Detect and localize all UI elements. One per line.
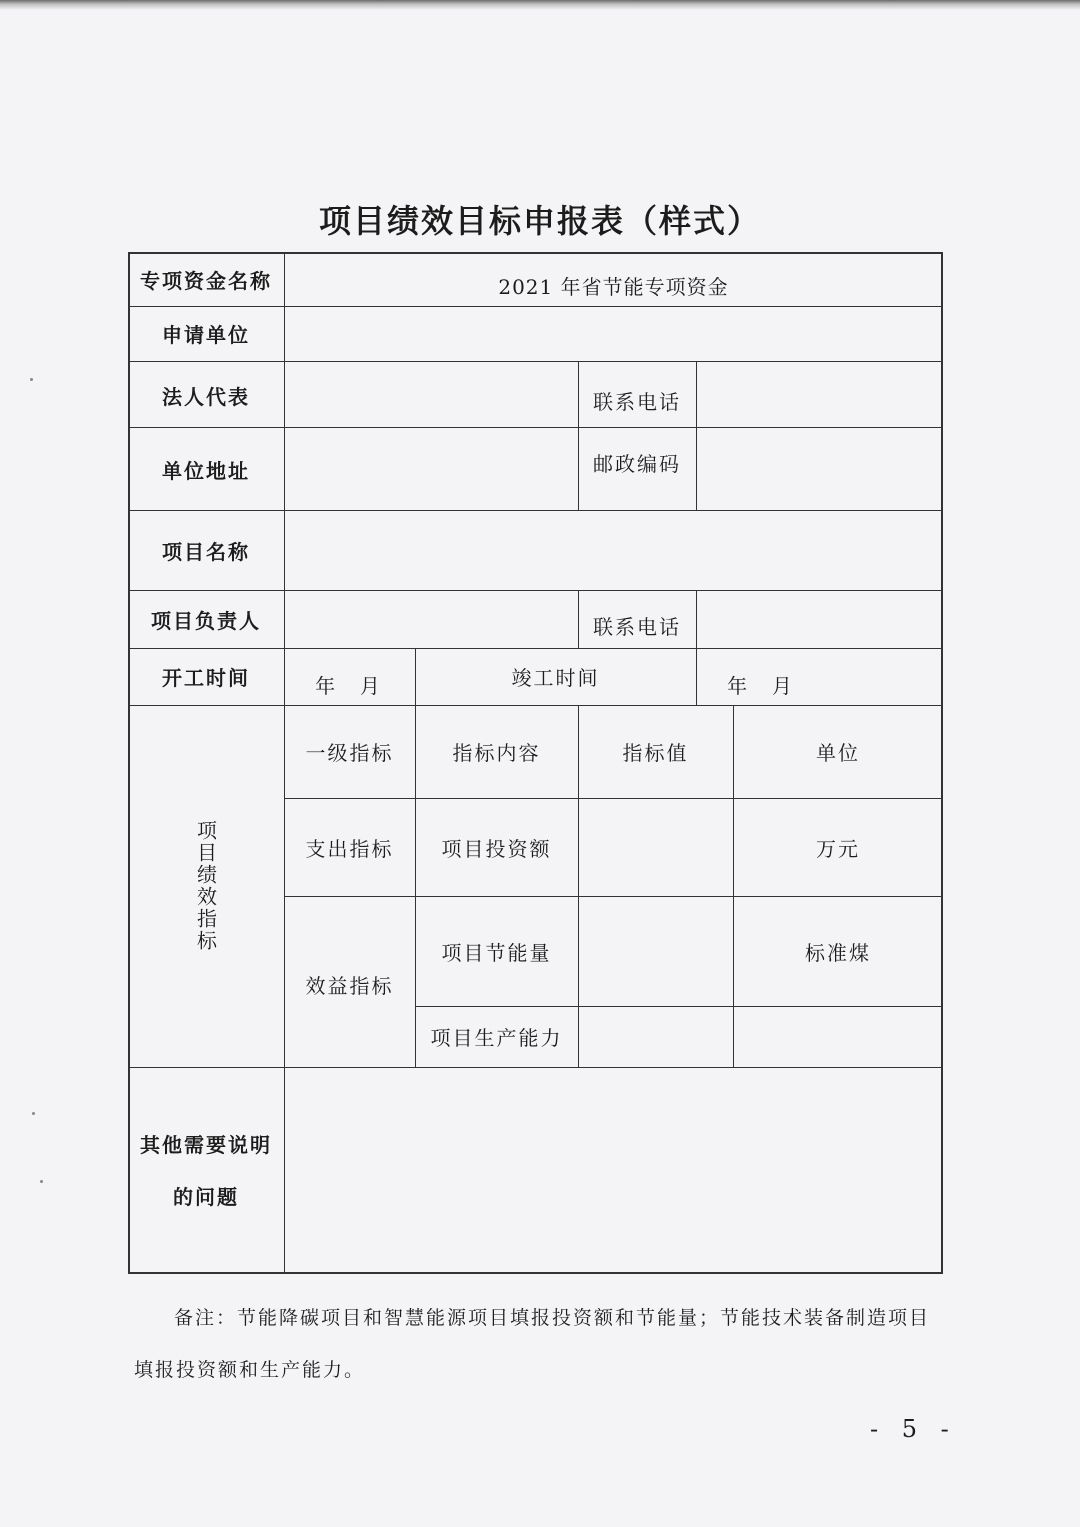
other-field[interactable] [284, 1067, 943, 1274]
project-lead-label: 项目负责人 [151, 608, 261, 633]
legal-rep-phone-label: 联系电话 [593, 390, 681, 414]
applicant-label: 申请单位 [162, 323, 250, 347]
postcode-field[interactable] [696, 427, 943, 510]
scan-speck [32, 1112, 35, 1115]
expense-level1: 支出指标 [305, 836, 394, 861]
expense-unit: 万元 [816, 836, 860, 861]
project-name-label: 项目名称 [162, 539, 250, 564]
project-lead-phone-field[interactable] [696, 590, 943, 648]
postcode-label: 邮政编码 [593, 452, 681, 476]
legal-rep-label: 法人代表 [162, 385, 250, 409]
project-name-field[interactable] [284, 510, 943, 590]
end-time-label: 竣工时间 [511, 666, 600, 690]
benefit-capacity-unit-field[interactable] [733, 1006, 943, 1067]
page-number: - 5 - [870, 1415, 957, 1443]
other-label-line1: 其他需要说明 [140, 1132, 272, 1157]
header-content: 指标内容 [452, 741, 541, 765]
benefit-level1: 效益指标 [305, 974, 394, 998]
address-field[interactable] [284, 427, 578, 510]
applicant-field[interactable] [284, 306, 943, 361]
benefit-energy-unit: 标准煤 [805, 940, 871, 965]
project-lead-field[interactable] [284, 590, 578, 648]
footnote: 备注：节能降碳项目和智慧能源项目填报投资额和节能量；节能技术装备制造项目填报投资额和生产能力。 [134, 1307, 931, 1381]
end-time-value[interactable]: 年 月 [727, 674, 796, 698]
address-label: 单位地址 [162, 459, 250, 483]
benefit-content-capacity: 项目生产能力 [430, 1026, 563, 1050]
expense-content: 项目投资额 [441, 836, 552, 861]
scan-edge [0, 0, 1080, 10]
expense-value-field[interactable] [578, 798, 733, 896]
scan-speck [40, 1180, 43, 1183]
legal-rep-phone-field[interactable] [696, 361, 943, 427]
legal-rep-field[interactable] [284, 361, 578, 427]
start-time-value[interactable]: 年 月 [315, 674, 384, 698]
other-label [128, 1067, 284, 1274]
fund-name-value: 2021 年省节能专项资金 [498, 274, 729, 299]
start-time-label: 开工时间 [162, 666, 250, 690]
benefit-energy-value-field[interactable] [578, 896, 733, 1006]
indicators-section-label: 项目绩效指标 [193, 820, 218, 952]
benefit-content-energy: 项目节能量 [441, 940, 552, 965]
header-level1: 一级指标 [305, 741, 394, 765]
header-unit: 单位 [816, 741, 860, 765]
page-title: 项目绩效目标申报表（样式） [318, 202, 761, 240]
header-value: 指标值 [622, 741, 689, 765]
benefit-capacity-value-field[interactable] [578, 1006, 733, 1067]
other-label-line2: 的问题 [173, 1184, 239, 1209]
fund-name-label: 专项资金名称 [140, 268, 272, 293]
scan-speck [30, 378, 33, 381]
project-lead-phone-label: 联系电话 [593, 615, 681, 639]
